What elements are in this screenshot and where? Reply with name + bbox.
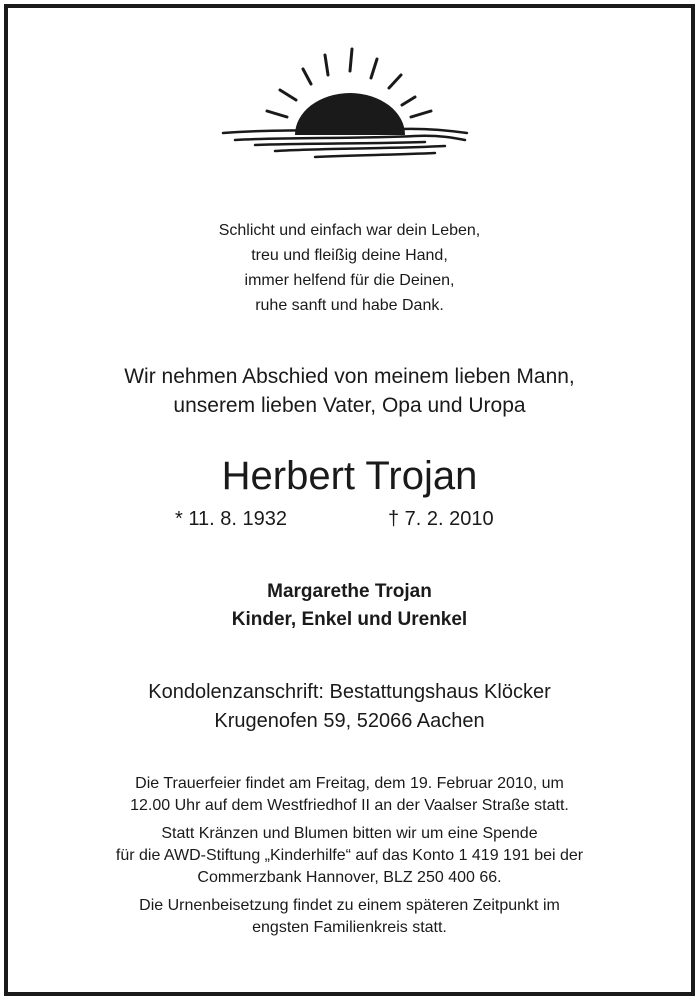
burial-notice xyxy=(0,895,699,939)
notice-line: Die Urnenbeisetzung findet zu einem späteren Zeitpunkt im xyxy=(139,897,560,914)
notice-line: für die AWD-Stiftung „Kinderhilfe“ auf das Konto 1 419 191 bei der xyxy=(115,847,584,864)
poem-line: Schlicht und einfach war dein Leben, xyxy=(218,222,481,239)
notice-line: Statt Kränzen und Blumen bitten wir um eine Spende xyxy=(161,825,538,842)
farewell-line: unserem lieben Vater, Opa und Uropa xyxy=(173,394,526,417)
condolence-line: Krugenofen 59, 52066 Aachen xyxy=(214,710,485,732)
service-notice xyxy=(0,773,699,817)
life-dates xyxy=(0,505,699,533)
family-line: Margarethe Trojan xyxy=(267,581,432,602)
notice-line: engsten Familienkreis statt. xyxy=(252,919,447,936)
deceased-name: Herbert Trojan xyxy=(221,454,478,498)
condolence-address xyxy=(0,678,699,736)
poem-line: treu und fleißig deine Hand, xyxy=(251,247,448,264)
notice-line: Die Trauerfeier findet am Freitag, dem 19. Februar 2010, um xyxy=(135,775,564,792)
rising-sun-icon xyxy=(215,45,475,165)
family-line: Kinder, Enkel und Urenkel xyxy=(231,609,468,630)
notices xyxy=(0,773,699,945)
farewell-line: Wir nehmen Abschied von meinem lieben Mann, xyxy=(124,365,575,388)
poem-line: immer helfend für die Deinen, xyxy=(244,272,455,289)
farewell-text xyxy=(0,362,699,420)
donation-notice xyxy=(0,823,699,889)
notice-line: Commerzbank Hannover, BLZ 250 400 66. xyxy=(197,869,502,886)
poem-line: ruhe sanft und habe Dank. xyxy=(255,297,444,314)
death-date: † 7. 2. 2010 xyxy=(388,508,494,530)
condolence-line: Kondolenzanschrift: Bestattungshaus Klöcker xyxy=(148,681,551,703)
mourning-family xyxy=(0,578,699,634)
notice-line: 12.00 Uhr auf dem Westfriedhof II an der Vaalser Straße statt. xyxy=(130,797,569,814)
birth-date: * 11. 8. 1932 xyxy=(175,508,287,530)
poem xyxy=(0,218,699,318)
